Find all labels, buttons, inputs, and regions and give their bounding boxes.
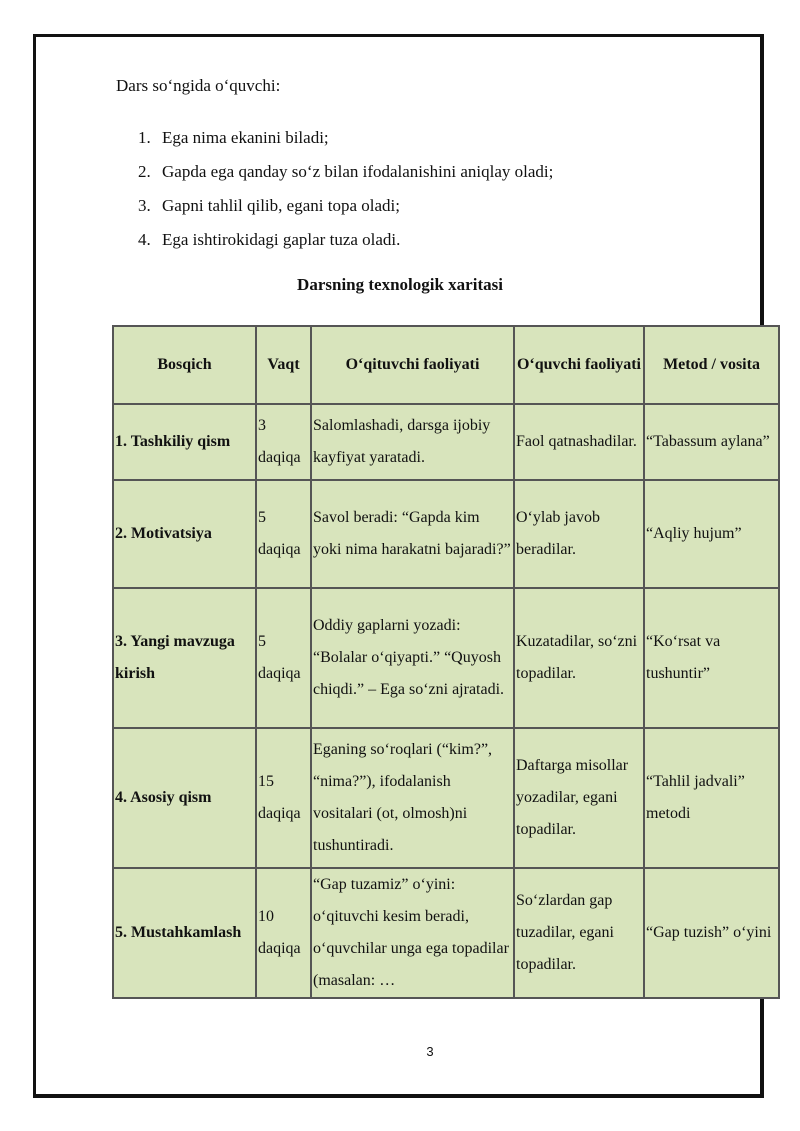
header-time: Vaqt <box>256 326 311 404</box>
header-method: Metod / vosita <box>644 326 779 404</box>
cell-teacher-activity: Eganing so‘roqlari (“kim?”, “nima?”), ifodalanish vositalari (ot, olmosh)ni tushuntiradi. <box>311 728 514 868</box>
table-row <box>113 480 779 588</box>
cell-teacher-activity: “Gap tuzamiz” o‘yini: o‘qituvchi kesim beradi, o‘quvchilar unga ega topadilar (masalan: … <box>311 868 514 998</box>
cell-method: “Aqliy hujum” <box>644 480 779 588</box>
cell-method: “Ko‘rsat va tushuntir” <box>644 588 779 728</box>
objective-text: Ega nima ekanini biladi; <box>162 128 329 147</box>
intro-text: Dars so‘ngida o‘quvchi: <box>116 76 281 95</box>
objective-text: Gapni tahlil qilib, egani topa oladi; <box>162 196 400 215</box>
cell-student-activity: So‘zlardan gap tuzadilar, egani topadilar. <box>514 868 644 998</box>
objective-item <box>138 194 553 228</box>
header-stage: Bosqich <box>113 326 256 404</box>
cell-stage: 2. Motivatsiya <box>113 480 256 588</box>
objective-text: Gapda ega qanday so‘z bilan ifodalanishini aniqlay oladi; <box>162 162 554 181</box>
cell-stage: 5. Mustahkamlash <box>113 868 256 998</box>
objective-item <box>138 126 553 160</box>
cell-time: 3 daqiqa <box>256 404 311 480</box>
objective-number: 3. <box>138 196 151 215</box>
cell-method: “Gap tuzish” o‘yini <box>644 868 779 998</box>
objective-text: Ega ishtirokidagi gaplar tuza oladi. <box>162 230 401 249</box>
cell-teacher-activity: Salomlashadi, darsga ijobiy kayfiyat yaratadi. <box>311 404 514 480</box>
table-row <box>113 404 779 480</box>
cell-time: 10 daqiqa <box>256 868 311 998</box>
cell-student-activity: Daftarga misollar yozadilar, egani topadilar. <box>514 728 644 868</box>
cell-student-activity: Faol qatnashadilar. <box>514 404 644 480</box>
table-row <box>113 868 779 998</box>
cell-time: 5 daqiqa <box>256 588 311 728</box>
objective-number: 1. <box>138 128 151 147</box>
objective-number: 4. <box>138 230 151 249</box>
header-teacher-activity: O‘qituvchi faoliyati <box>311 326 514 404</box>
cell-stage: 4. Asosiy qism <box>113 728 256 868</box>
objective-item <box>138 228 553 262</box>
table-row <box>113 588 779 728</box>
cell-time: 15 daqiqa <box>256 728 311 868</box>
table-header-row <box>113 326 779 404</box>
technology-map-table <box>112 325 780 999</box>
header-student-activity: O‘quvchi faoliyati <box>514 326 644 404</box>
cell-teacher-activity: Oddiy gaplarni yozadi: “Bolalar o‘qiyapti.” “Quyosh chiqdi.” – Ega so‘zni ajratadi. <box>311 588 514 728</box>
table-row <box>113 728 779 868</box>
table-title: Darsning texnologik xaritasi <box>297 275 503 294</box>
cell-student-activity: Kuzatadilar, so‘zni topadilar. <box>514 588 644 728</box>
objective-item <box>138 160 553 194</box>
cell-teacher-activity: Savol beradi: “Gapda kim yoki nima harakatni bajaradi?” <box>311 480 514 588</box>
cell-stage: 3. Yangi mavzuga kirish <box>113 588 256 728</box>
cell-stage: 1. Tashkiliy qism <box>113 404 256 480</box>
cell-student-activity: O‘ylab javob beradilar. <box>514 480 644 588</box>
cell-method: “Tahlil jadvali” metodi <box>644 728 779 868</box>
objective-number: 2. <box>138 162 151 181</box>
objectives-list <box>138 126 553 262</box>
page-number: 3 <box>426 1044 434 1059</box>
cell-method: “Tabassum aylana” <box>644 404 779 480</box>
cell-time: 5 daqiqa <box>256 480 311 588</box>
